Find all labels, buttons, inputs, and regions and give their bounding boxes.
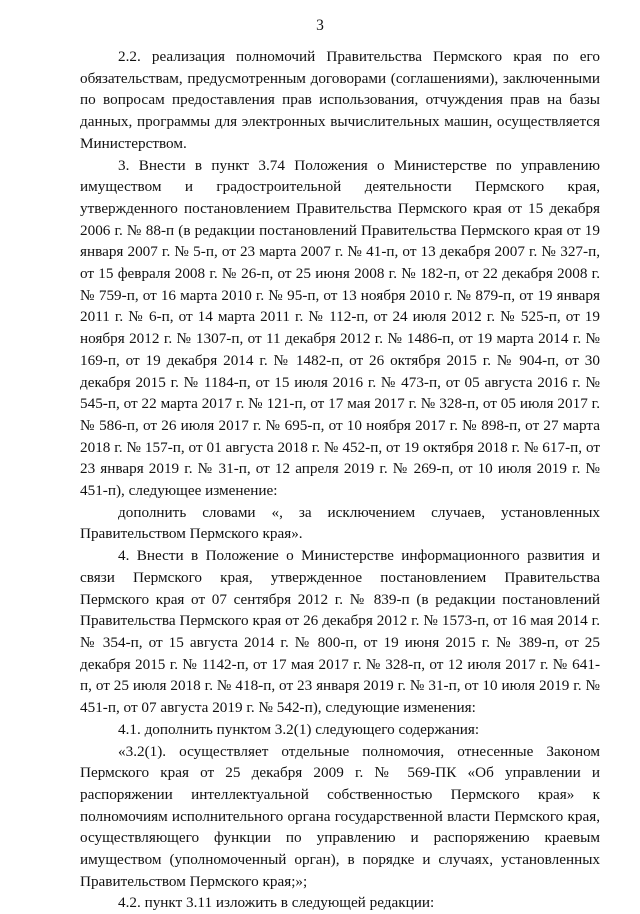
paragraph-4-1-text: «3.2(1). осуществляет отдельные полномочия, отнесенные Законом Пермского края от 25 декабря 2009 г. № 569-ПК «Об управлении и распоряжении интеллектуальной собственностью Пермского края» к полномочиям исполнительного органа государственной власти Пермского края, осуществляющего функции по управлению и распоряжению краевым имуществом (уполномоченный орган), в порядке и случаях, установленных Правительством Пермского края;»; <box>80 742 600 890</box>
paragraph-3-amendment: дополнить словами «, за исключением случаев, установленных Правительством Пермского края». <box>80 503 600 543</box>
document-body <box>80 46 600 914</box>
page-number: 3 <box>316 17 324 34</box>
paragraph-4-2: 4.2. пункт 3.11 изложить в следующей редакции: <box>118 894 435 912</box>
paragraph-4-1: 4.1. дополнить пунктом 3.2(1) следующего содержания: <box>118 720 480 738</box>
paragraph-2-2: 2.2. реализация полномочий Правительства Пермского края по его обязательствам, предусмотренным договорами (соглашениями), заключенными по вопросам предоставления прав использования, отчуждения прав на базы данных, программы для электронных вычислительных машин, осуществляется Министерством. <box>80 48 600 152</box>
paragraph-3: 3. Внести в пункт 3.74 Положения о Министерстве по управлению имуществом и градостроительной деятельности Пермского края, утвержденного постановлением Правительства Пермского края от 15 декабря 2006 г. № 88-п (в редакции постановлений Правительства Пермского края от 19 января 2007 г. № 5-п, от 23 марта 2007 г. № 41-п, от 13 декабря 2007 г. № 327-п, от 15 февраля 2008 г. № 26-п, от 25 июня 2008 г. № 182-п, от 22 декабря 2008 г. № 759-п, от 16 марта 2010 г. № 95-п, от 13 ноября 2010 г. № 879-п, от 19 января 2011 г. № 6-п, от 14 марта 2011 г. № 112-п, от 24 июля 2012 г. № 525-п, от 19 ноября 2012 г. № 1307-п, от 11 декабря 2012 г. № 1486-п, от 19 марта 2014 г. № 169-п, от 19 декабря 2014 г. № 1482-п, от 26 октября 2015 г. № 904-п, от 30 декабря 2015 г. № 1184-п, от 15 июля 2016 г. № 473-п, от 05 августа 2016 г. № 545-п, от 22 марта 2017 г. № 121-п, от 17 мая 2017 г. № 328-п, от 05 июля 2017 г. № 586-п, от 26 июля 2017 г. № 695-п, от 10 ноября 2017 г. № 898-п, от 27 марта 2018 г. № 157-п, от 01 августа 2018 г. № 452-п, от 19 октября 2018 г. № 617-п, от 23 января 2019 г. № 31-п, от 12 апреля 2019 г. № 269-п, от 10 июля 2019 г. № 451-п), следующее изменение: <box>80 156 600 500</box>
paragraph-4: 4. Внести в Положение о Министерстве информационного развития и связи Пермского края, утвержденное постановлением Правительства Пермского края от 07 сентября 2012 г. № 839-п (в редакции постановлений Правительства Пермского края от 26 декабря 2012 г. № 1573-п, от 16 мая 2014 г. № 354-п, от 15 августа 2014 г. № 800-п, от 19 июня 2015 г. № 389-п, от 25 декабря 2015 г. № 1142-п, от 17 мая 2017 г. № 328-п, от 12 июля 2017 г. № 641-п, от 25 июля 2018 г. № 418-п, от 23 января 2019 г. № 31-п, от 10 июля 2019 г. № 451-п, от 07 августа 2019 г. № 542-п), следующие изменения: <box>80 547 600 717</box>
